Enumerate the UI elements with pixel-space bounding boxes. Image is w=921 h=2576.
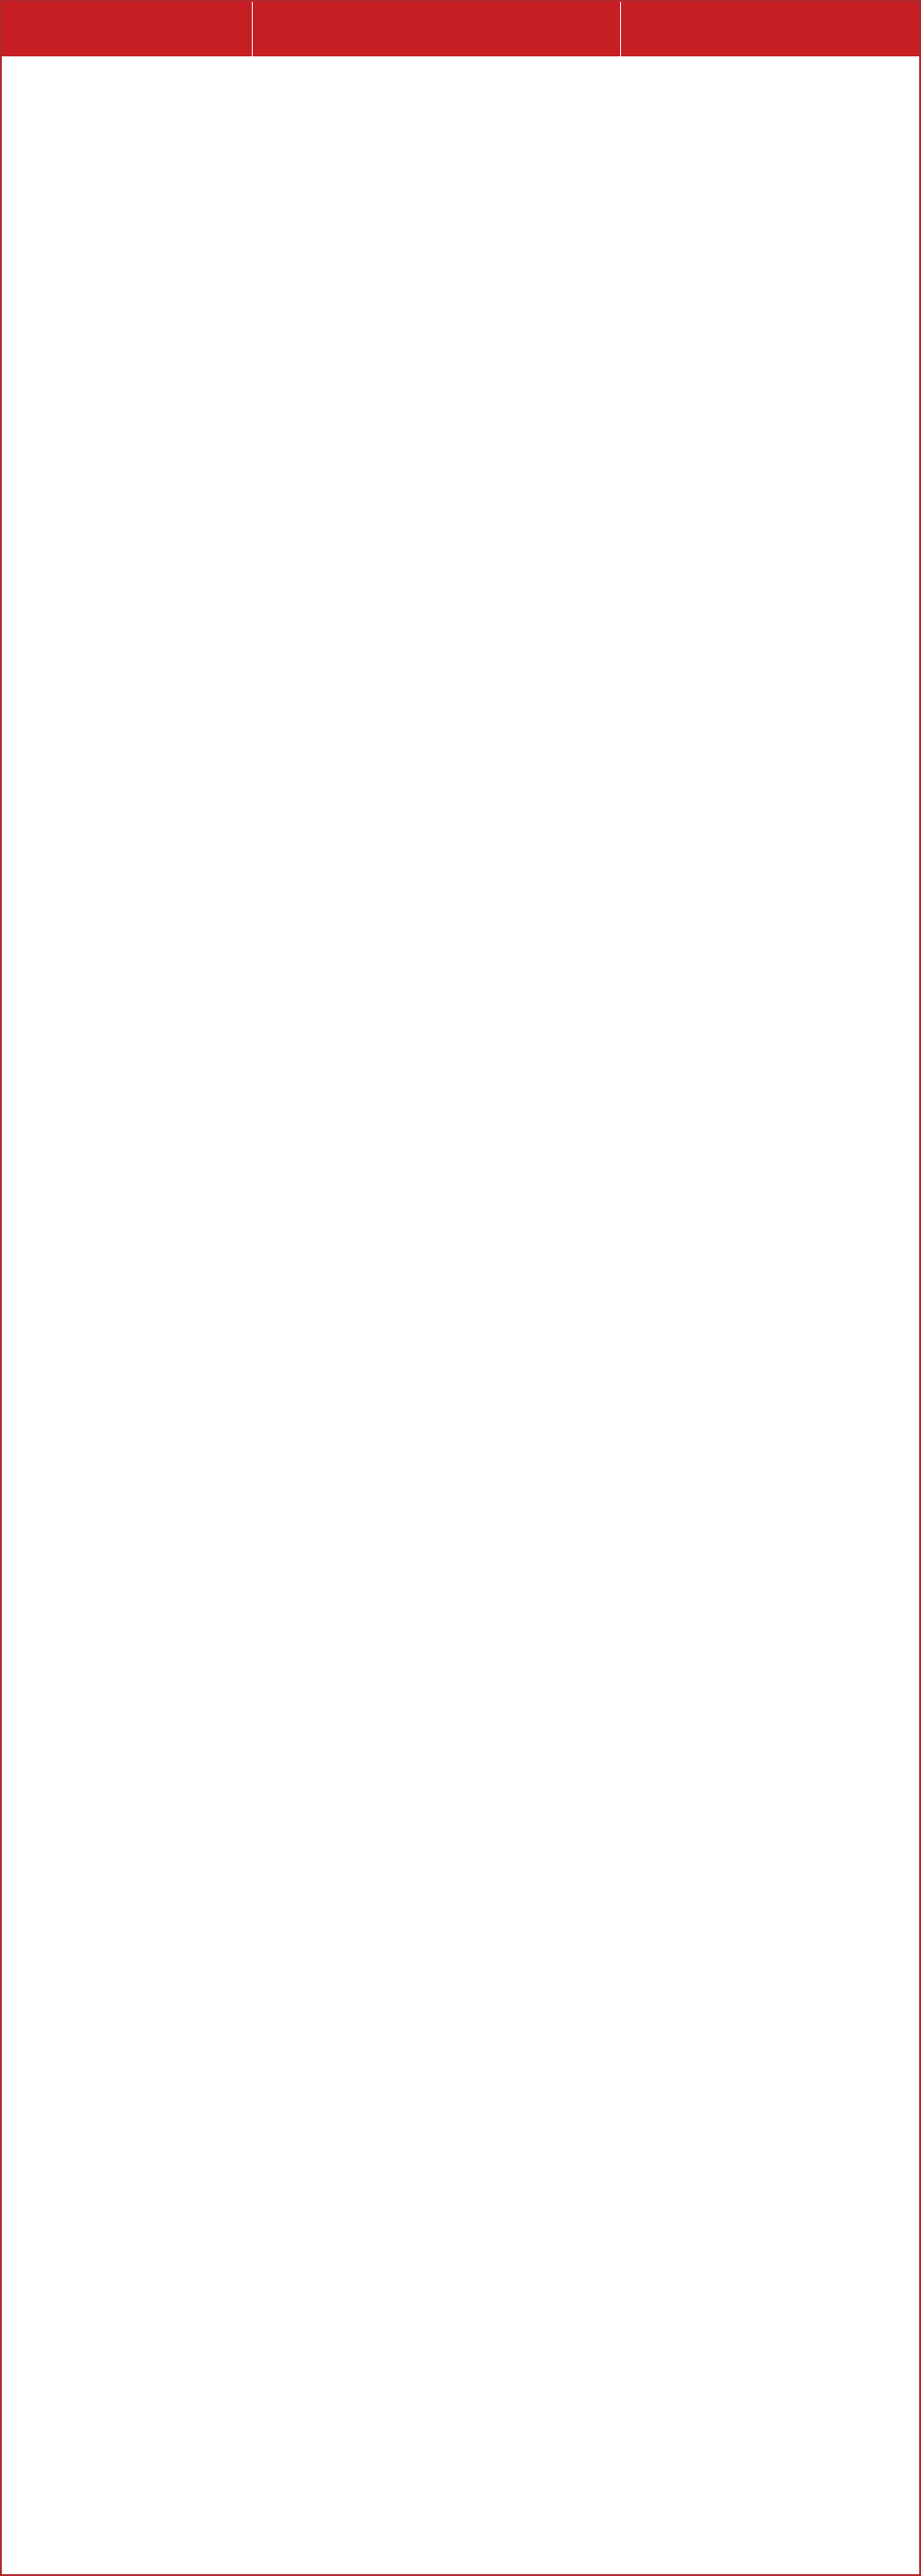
- header-time: [2, 2, 253, 56]
- header-name: [253, 2, 621, 56]
- header-location: [621, 2, 919, 56]
- table-header: [2, 2, 919, 56]
